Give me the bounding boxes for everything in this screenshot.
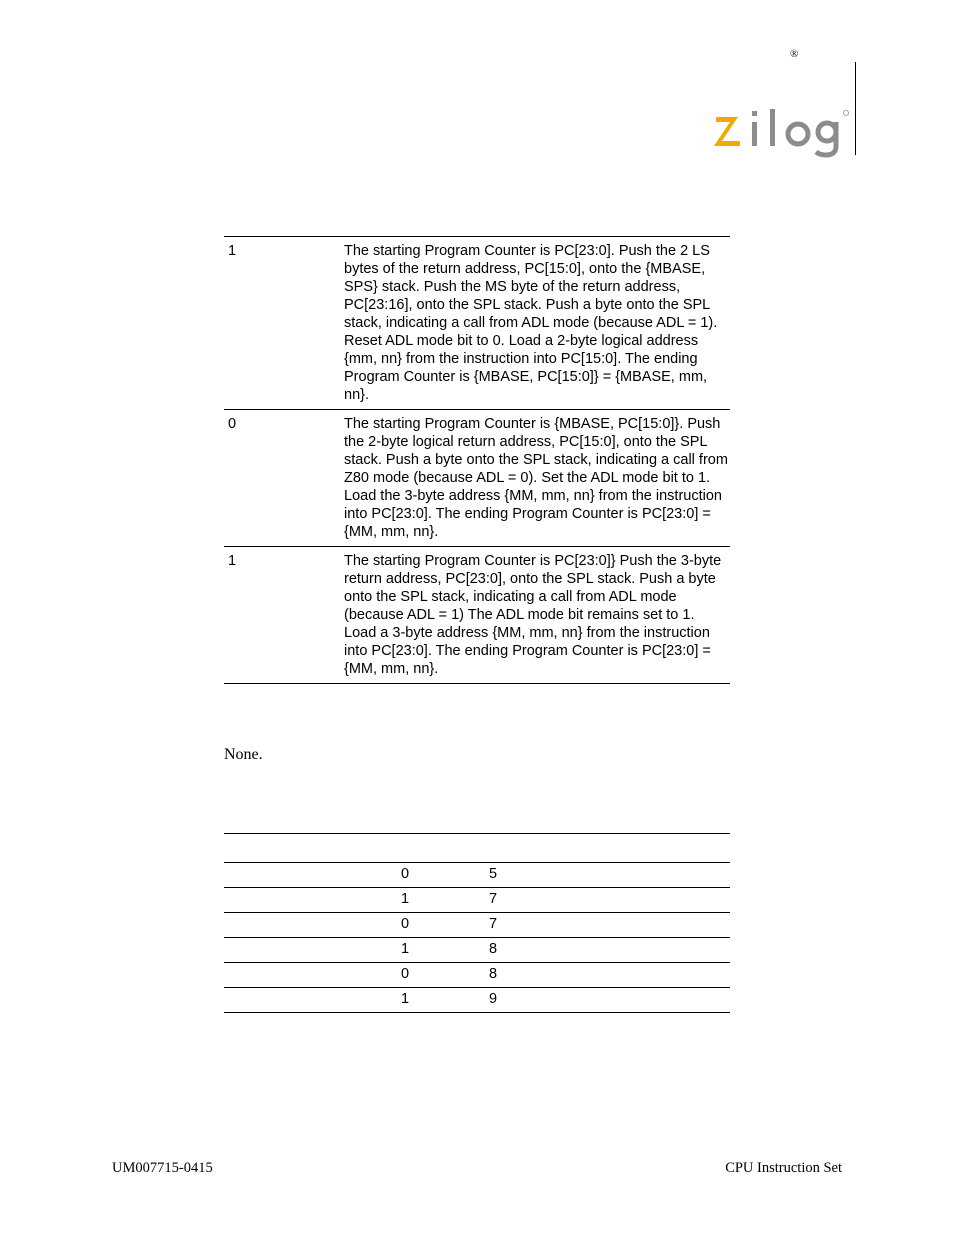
- header-divider: [855, 62, 856, 155]
- mode-description: The starting Program Counter is PC[23:0]} Push the 3-byte return address, PC[23:0], onto the SPL stack. Push a byte onto the SPL stack, indicating a call from ADL mode (because ADL = 1) The ADL mode bit remains set to 1. Load a 3-byte address {MM, mm, nn} from the instruction into PC[23:0]. The ending Program Counter is PC[23:0] = {MM, mm, nn}.: [344, 553, 722, 677]
- mode-value: 0: [228, 416, 237, 432]
- mode-value: 1: [228, 243, 237, 259]
- table-row: [224, 410, 730, 547]
- table-row: [224, 888, 730, 913]
- cell-adl: 0: [401, 916, 410, 932]
- zilog-logo-icon: [712, 103, 852, 163]
- cell-cycles: 8: [489, 941, 498, 957]
- footer-section: CPU Instruction Set: [725, 1160, 842, 1176]
- cell-adl: 1: [401, 941, 410, 957]
- cell-cycles: 8: [489, 966, 498, 982]
- cell-adl: 1: [401, 991, 410, 1007]
- cell-cycles: 7: [489, 916, 498, 932]
- mode-description: The starting Program Counter is PC[23:0]. Push the 2 LS bytes of the return address, PC[15:0], onto the {MBASE, SPS} stack. Push the MS byte of the return address, PC[23:16], onto the SPL stack. Push a byte onto the SPL stack, indicating a call from ADL mode (because ADL = 1). Reset ADL mode bit to 0. Load a 2-byte logical address {mm, nn} from the instruction into PC[15:0]. The ending Program Counter is {MBASE, PC[15:0]} = {MBASE, mm, nn}.: [344, 243, 718, 403]
- cell-adl: 1: [401, 891, 410, 907]
- zilog-logo: [712, 103, 852, 163]
- cell-cycles: 7: [489, 891, 498, 907]
- flags-text: None.: [224, 746, 263, 763]
- footer-doc-id: UM007715-0415: [112, 1160, 213, 1176]
- table-row: [224, 863, 730, 888]
- table-header: [224, 834, 730, 863]
- cycles-table: [224, 833, 730, 1013]
- table-row: [224, 237, 730, 410]
- table-row: [224, 913, 730, 938]
- cell-adl: 0: [401, 866, 410, 882]
- table-row: [224, 963, 730, 988]
- cell-cycles: 5: [489, 866, 498, 882]
- cell-adl: 0: [401, 966, 410, 982]
- table-row: [224, 547, 730, 684]
- cell-cycles: 9: [489, 991, 498, 1007]
- table-row: [224, 938, 730, 963]
- mode-table: [224, 236, 730, 684]
- table-row: [224, 988, 730, 1013]
- mode-value: 1: [228, 553, 237, 569]
- registered-mark: ®: [790, 48, 799, 60]
- mode-description: The starting Program Counter is {MBASE, PC[15:0]}. Push the 2-byte logical return address, PC[15:0], onto the SPL stack. Push a byte onto the SPL stack, indicating a call from Z80 mode (because ADL = 0). Set the ADL mode bit to 1. Load the 3-byte address {MM, mm, nn} from the instruction into PC[23:0]. The ending Program Counter is PC[23:0] = {MM, mm, nn}.: [344, 416, 728, 540]
